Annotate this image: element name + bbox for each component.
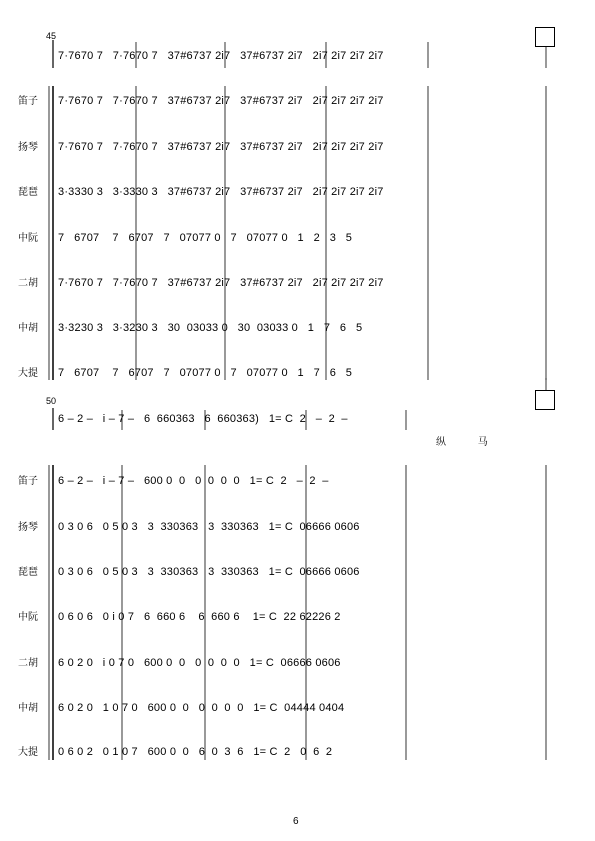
part-zhongruan: 7 6707 7 6707 7 07077 0 7 07077 0 1 2 3 5 bbox=[58, 232, 353, 244]
page-number: 6 bbox=[293, 816, 299, 827]
part-dati: 7 6707 7 6707 7 07077 0 7 07077 0 1 7 6 5 bbox=[58, 367, 353, 379]
measure-number: 45 bbox=[46, 31, 57, 41]
top-line: 7·7670 7 7·7670 7 37#6737 2i7 37#6737 2i7 2i7 2i7 2i7 2i7 bbox=[58, 50, 384, 62]
part-zhonghu: 3·3230 3 3·3230 3 30 03033 0 30 03033 0 1 7 6 5 bbox=[58, 322, 363, 334]
instrument-label-yangqin: 扬琴 bbox=[18, 522, 38, 533]
instrument-label-dati: 大提 bbox=[18, 747, 38, 758]
rehearsal-box-1 bbox=[535, 27, 555, 47]
instrument-label-yangqin: 扬琴 bbox=[18, 142, 38, 153]
part-erhu: 6 0 2 0 i 0 7 0 600 0 0 0 0 0 0 1= C 06666 0606 bbox=[58, 657, 341, 669]
part-pipa: 0 3 0 6 0 5 0 3 3 330363 3 330363 1= C 06666 0606 bbox=[58, 566, 360, 578]
part-erhu: 7·7670 7 7·7670 7 37#6737 2i7 37#6737 2i7 2i7 2i7 2i7 2i7 bbox=[58, 277, 384, 289]
part-pipa: 3·3330 3 3·3330 3 37#6737 2i7 37#6737 2i7 2i7 2i7 2i7 2i7 bbox=[58, 186, 384, 198]
instrument-label-pipa: 琵琶 bbox=[18, 187, 38, 198]
instrument-label-zhonghu: 中胡 bbox=[18, 703, 38, 714]
top-line: 6 – 2 – i – 7 – 6 660363 6 660363) 1= C 2 – 2 – bbox=[58, 413, 348, 425]
lyrics: 纵 马 bbox=[436, 437, 488, 448]
instrument-label-zhonghu: 中胡 bbox=[18, 323, 38, 334]
instrument-label-dizi: 笛子 bbox=[18, 96, 38, 107]
part-yangqin: 7·7670 7 7·7670 7 37#6737 2i7 37#6737 2i7 2i7 2i7 2i7 2i7 bbox=[58, 141, 384, 153]
instrument-label-pipa: 琵琶 bbox=[18, 567, 38, 578]
measure-number: 50 bbox=[46, 396, 57, 406]
instrument-label-erhu: 二胡 bbox=[18, 658, 38, 669]
part-yangqin: 0 3 0 6 0 5 0 3 3 330363 3 330363 1= C 06666 0606 bbox=[58, 521, 360, 533]
instrument-label-zhongruan: 中阮 bbox=[18, 233, 38, 244]
part-dizi: 7·7670 7 7·7670 7 37#6737 2i7 37#6737 2i7 2i7 2i7 2i7 2i7 bbox=[58, 95, 384, 107]
instrument-label-erhu: 二胡 bbox=[18, 278, 38, 289]
part-dizi: 6 – 2 – i – 7 – 600 0 0 0 0 0 0 1= C 2 – 2 – bbox=[58, 475, 329, 487]
instrument-label-zhongruan: 中阮 bbox=[18, 612, 38, 623]
instrument-label-dati: 大提 bbox=[18, 368, 38, 379]
part-zhonghu: 6 0 2 0 1 0 7 0 600 0 0 0 0 0 0 1= C 04444 0404 bbox=[58, 702, 345, 714]
rehearsal-box-2 bbox=[535, 390, 555, 410]
part-zhongruan: 0 6 0 6 0 i 0 7 6 660 6 6 660 6 1= C 22 62226 2 bbox=[58, 611, 341, 623]
part-dati: 0 6 0 2 0 1 0 7 600 0 0 6 0 3 6 1= C 2 0 6 2 bbox=[58, 746, 333, 758]
instrument-label-dizi: 笛子 bbox=[18, 476, 38, 487]
